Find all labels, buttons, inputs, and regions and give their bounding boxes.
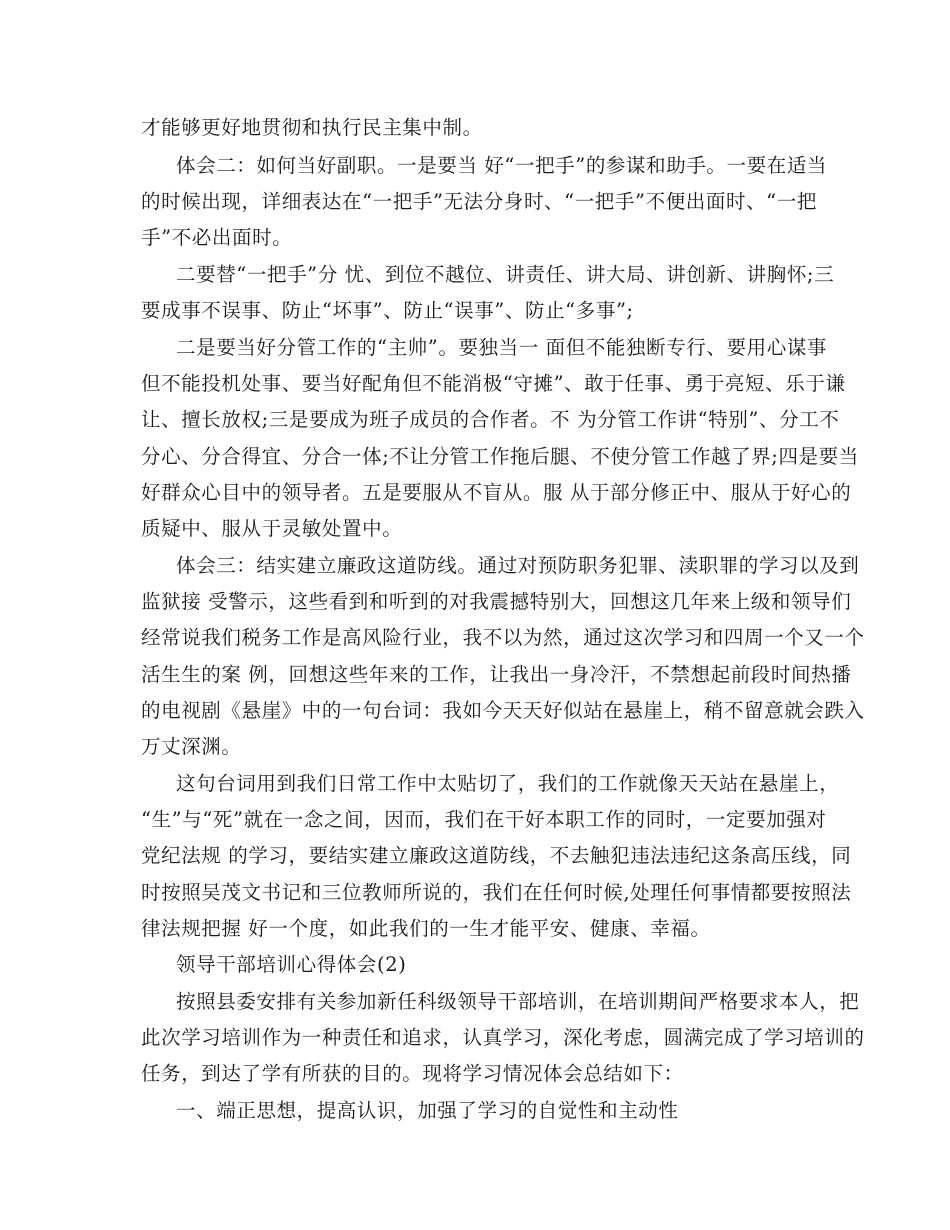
text-line-19: 这句台词用到我们日常工作中太贴切了，我们的工作就像天天站在悬崖上，: [176, 772, 840, 795]
text-line-15: 经常说我们税务工作是高风险行业，我不以为然，通过这次学习和四周一个又一个: [141, 626, 865, 649]
text-line-21: 党纪法规 的学习，要结实建立廉政这道防线，不去触犯违法违纪这条高压线，同: [141, 844, 852, 867]
text-line-8: 但不能投机处事、要当好配角但不能消极“守摊”、敢于任事、勇于亮短、乐于谦: [141, 372, 846, 395]
text-line-5: 二要替“一把手”分 忧、到位不越位、讲责任、讲大局、讲创新、讲胸怀;三: [176, 263, 835, 286]
text-line-28: 一、端正思想，提高认识，加强了学习的自觉性和主动性: [176, 1099, 679, 1122]
text-line-16: 活生生的案 例，回想这些年来的工作，让我出一身冷汗，不禁想起前段时间热播: [141, 663, 852, 686]
text-line-12: 质疑中、服从于灵敏处置中。: [141, 517, 403, 540]
text-line-3: 的时候出现，详细表达在“一把手”无法分身时、“一把手”不便出面时、“一把: [141, 190, 817, 213]
text-line-9: 让、擅长放权;三是要成为班子成员的合作者。不 为分管工作讲“特别”、分工不: [141, 408, 840, 431]
text-line-27: 任务，到达了学有所获的目的。现将学习情况体会总结如下：: [141, 1062, 684, 1085]
section-heading: 领导干部培训心得体会(2): [176, 953, 407, 976]
text-line-6: 要成事不误事、防止“坏事”、防止“误事”、防止“多事”;: [141, 299, 634, 322]
text-line-7: 二是要当好分管工作的“主帅”。要独当一 面但不能独断专行、要用心谋事: [176, 336, 828, 359]
text-line-17: 的电视剧《悬崖》中的一句台词：我如今天天好似站在悬崖上，稍不留意就会跌入: [141, 699, 865, 722]
text-line-13: 体会三：结实建立廉政这道防线。通过对预防职务犯罪、渎职罪的学习以及到: [176, 554, 860, 577]
text-line-10: 分心、分合得宜、分合一体;不让分管工作拖后腿、不使分管工作越了界;四是要当: [141, 445, 859, 468]
text-line-26: 此次学习培训作为一种责任和追求，认真学习，深化考虑，圆满完成了学习培训的: [141, 1026, 865, 1049]
text-line-23: 律法规把握 好一个度，如此我们的一生才能平安、健康、幸福。: [141, 917, 711, 940]
text-line-14: 监狱接 受警示，这些看到和听到的对我震撼特别大，回想这几年来上级和领导们: [141, 590, 852, 613]
text-line-25: 按照县委安排有关参加新任科级领导干部培训，在培训期间严格要求本人，把: [176, 990, 860, 1013]
text-line-11: 好群众心目中的领导者。五是要服从不盲从。服 从于部分修正中、服从于好心的: [141, 481, 852, 504]
text-line-1: 才能够更好地贯彻和执行民主集中制。: [141, 116, 483, 139]
text-line-18: 万丈深渊。: [141, 735, 242, 758]
text-line-22: 时按照吴茂文书记和三位教师所说的，我们在任何时候,处理任何事情都要按照法: [141, 881, 852, 904]
text-line-20: “生”与“死”就在一念之间，因而，我们在干好本职工作的同时，一定要加强对: [141, 808, 827, 831]
text-line-2: 体会二：如何当好副职。一是要当 好“一把手”的参谋和助手。一要在适当: [176, 154, 828, 177]
text-line-4: 手”不必出面时。: [141, 226, 293, 249]
